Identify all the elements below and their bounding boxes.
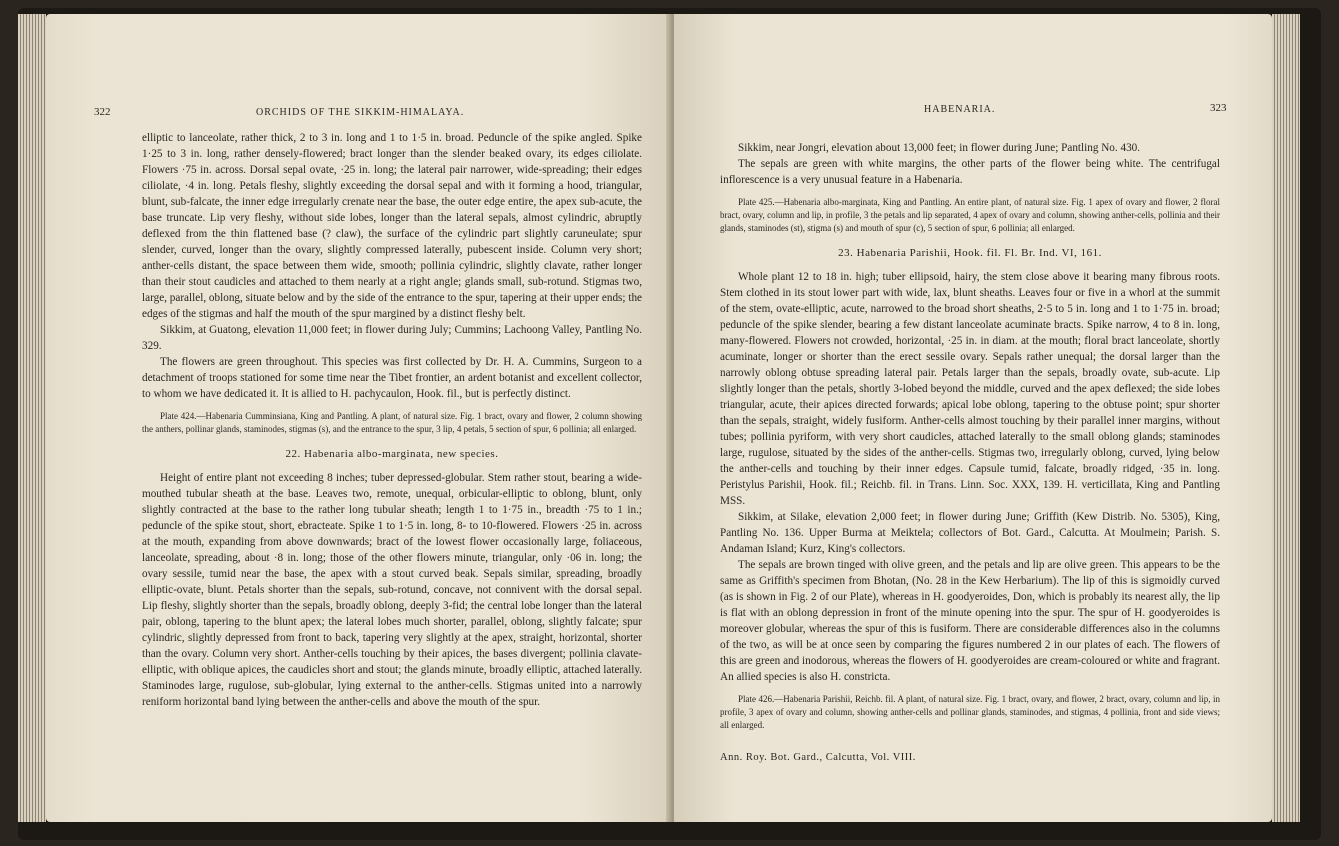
- left-page: [46, 14, 673, 822]
- paragraph: The flowers are green throughout. This species was first collected by Dr. H. A. Cummins, Surgeon to a detachment of troops stationed for some time near the Tibet frontier, an ardent botanist and excellent collector, to whom we have dedicated it. It is allied to H. pachycaulon, Hook. fil., but is perfectly distinct.: [142, 356, 642, 400]
- left-page-text: [142, 130, 642, 710]
- paragraph: Sikkim, at Silake, elevation 2,000 feet; in flower during June; Griffith (Kew Distrib. No. 5305), King, Pantling No. 136. Upper Burma at Meiktela; collectors of Bot. Gard., Calcutta. At Moulmein; Parish. S. Andaman Island; Kurz, King's collectors.: [720, 511, 1220, 555]
- plate-caption: Plate 424.—Habenaria Cumminsiana, King and Pantling. A plant, of natural size. Fig. 1 bract, ovary and flower, 2 column showing the anthers, pollinar glands, staminodes, stigmas (s), and the entrance to the spur, 3 lip, 4 petals, 5 section of spur, 6 pollinia; all enlarged.: [142, 411, 642, 434]
- species-heading: 22. Habenaria albo-marginata, new species.: [285, 448, 499, 460]
- right-page-text: [720, 140, 1220, 766]
- paragraph: Sikkim, at Guatong, elevation 11,000 feet; in flower during July; Cummins; Lachoong Valley, Pantling No. 329.: [142, 324, 642, 352]
- paragraph: The sepals are green with white margins, the other parts of the flower being white. The centrifugal inflorescence is a very unusual feature in a Habenaria.: [720, 158, 1220, 186]
- paragraph: Height of entire plant not exceeding 8 inches; tuber depressed-globular. Stem rather stout, bearing a wide-mouthed tubular sheath at the base. Leaves two, remote, unequal, orbicular-elliptic to oblong, blunt, only slightly contracted at the base to the rather long tubular sheath; length 1 to 1·75 in., breadth ·75 to 1 in.; peduncle of the spike stout, short, ebracteate. Spike 1 to 1·5 in. long, 8- to 10-flowered. Flowers ·25 in. across at the mouth, expanding from above downwards; bract of the lowest flower occasionally large, foliaceous, lanceolate, spreading, about ·8 in. long; those of the other flowers minute, triangular, only ·06 in. long; the ovary sessile, tumid near the base, the apex with a stout curved beak. Sepals similar, spreading, broadly elliptic-ovate, blunt. Petals shorter than the sepals, sub-rotund, concave, not connivent with the dorsal sepal. Lip fleshy, slightly shorter than the sepals, broadly oblong, deeply 3-fid; the central lobe longer than the lateral pair, oblong, tapering to the blunt apex; the lateral lobes much shorter, parallel, oblong, slightly falcate; spur cylindric, slightly depressed from front to back, tapering very slightly at the apex, straight, horizontal, shorter than the ovary. Column very short. Anther-cells touching by their apices, the bases divergent; pollinia clavate-elliptic, with oblique apices, the caudicles short and stout; the glands minute, broadly elliptic, attached laterally. Staminodes large, rugulose, sub-globular, lying external to the anther-cells. Stigmas united into a narrowly reniform horizontal band lying between the anther-cells and above the mouth of the spur.: [142, 472, 642, 708]
- paragraph: Whole plant 12 to 18 in. high; tuber ellipsoid, hairy, the stem close above it bearing many fibrous roots. Stem clothed in its stout lower part with wide, lax, blunt sheaths. Leaves four or five in a whorl at the summit of the stem, ovate-elliptic, acute, narrowed to the broad short sheaths, 2·5 to 5 in. long and 1 to 1·75 in. broad; peduncle of the spike slender, bearing a few distant lanceolate acuminate bracts. Spike narrow, 4 to 8 in. long, many-flowered. Flowers not crowded, horizontal, ·25 in. in diam. at the mouth; floral bract lanceolate, shortly acuminate, longer or shorter than the erect sessile ovary. Sepals rather unequal; the dorsal larger than the narrowly oblong obtuse spreading lateral pair. Petals larger than the sepals, broadly ovate, sub-acute. Lip slightly longer than the petals, shortly 3-lobed beyond the middle, curved and the apex deflexed; the side lobes triangular, acute, their apices directed forwards; apical lobe oblong, tapering to the obtuse point; spur shorter than the sepals, straight, widely fusiform. Anther-cells almost touching by their parallel inner margins, without tubes; pollinia pyriform, with very short caudicles, attached laterally to the small oblong glands; staminodes large, rugulose, situated by the sides of the anther-cells. Stigmas two, irregularly oblong, curved, lying below the anther-cells and touching by their inner edges. Capsule tumid, falcate, broadly ridged, ·35 in. long. Peristylus Parishii, Hook. fil.; Reichb. fil. in Trans. Linn. Soc. XXX, 139. H. verticillata, King and Pantling MSS.: [720, 271, 1220, 507]
- plate-caption: Plate 426.—Habenaria Parishii, Reichb. fil. A plant, of natural size. Fig. 1 bract, ovary, and flower, 2 bract, ovary, column and lip, in profile, 3 apex of ovary and column, showing anther-cells and pollinar glands, staminodes, and stigmas, 4 pollinia, front and side views; all enlarged.: [720, 694, 1220, 730]
- paragraph: elliptic to lanceolate, rather thick, 2 to 3 in. long and 1 to 1·5 in. broad. Peduncle of the spike angled. Spike 1·25 to 3 in. long, rather densely-flowered; bract longer than the slender beaked ovary, its edges ciliolate. Flowers ·75 in. across. Dorsal sepal ovate, ·25 in. long; the lateral pair narrower, wide-spreading; their edges ciliolate, ·4 in. long. Petals fleshy, slightly exceeding the dorsal sepal and with it forming a hood, triangular, blunt, sub-falcate, the inner edge irregularly crenate near the base, the outer edge entire, the apex sub-acute, the base truncate. Lip very fleshy, without side lobes, longer than the lateral sepals, almost cylindric, abruptly deflexed from the thin flattened base (? claw), the surface of the cylindric part slightly caruneulate; spur slender, curved, longer than the ovary, slightly compressed laterally, pubescent inside. Column very short; anther-cells distant, the space between them wide, smooth; pollinia cylindric, slightly clavate, rather longer than their stout caudicles and attached to them nearly at a right angle; glands small, sub-rotund. Stigmas two, large, parallel, oblong, situate below and by the side of the entrance to the spur, tapering at their upper ends; the edges of the stigmas and half the mouth of the spur margined by a distinct fleshy belt.: [142, 132, 642, 320]
- running-head: HABENARIA.: [924, 104, 996, 115]
- paragraph: The sepals are brown tinged with olive green, and the petals and lip are olive green. This appears to be the same as Griffith's specimen from Bhotan, (No. 28 in the Kew Herbarium). The lip of this is sigmoidly curved (as is shown in Fig. 2 of our Plate), whereas in H. goodyeroides, Don, which is probably its nearest ally, the lip is flat with an oblong depression in front of the minute opening into the spur. The spur of H. goodyeroides is moreover globular, whereas the spur of this is fusiform. There are considerable differences also in the columns of the two, as will be at once seen by comparing the figures numbered 2 in our plates of each. The flowers of this are green and inodorous, whereas the flowers of H. goodyeroides are cream-coloured or white and fragrant. An allied species is also H. constricta.: [720, 559, 1220, 683]
- page-number: 323: [1210, 102, 1227, 114]
- right-page: [674, 14, 1272, 822]
- species-heading: 23. Habenaria Parishii, Hook. fil. Fl. Br. Ind. VI, 161.: [838, 247, 1102, 259]
- paragraph: Sikkim, near Jongri, elevation about 13,000 feet; in flower during June; Pantling No. 430.: [738, 142, 1141, 154]
- left-page-edges: [18, 14, 46, 822]
- journal-footer: Ann. Roy. Bot. Gard., Calcutta, Vol. VIII.: [720, 752, 916, 763]
- page-number: 322: [94, 106, 111, 118]
- plate-caption: Plate 425.—Habenaria albo-marginata, King and Pantling. An entire plant, of natural size. Fig. 1 apex of ovary and flower, 2 floral bract, ovary, column and lip, in profile, 3 the petals and lip separated, 4 apex of ovary and column, showing anther-cells, pollinia and their glands, staminodes (st), stigma (s) and mouth of spur (c), 5 section of spur, 6 pollinia; all enlarged.: [720, 197, 1220, 233]
- running-head: ORCHIDS OF THE SIKKIM-HIMALAYA.: [256, 107, 465, 118]
- right-page-edges: [1272, 14, 1300, 822]
